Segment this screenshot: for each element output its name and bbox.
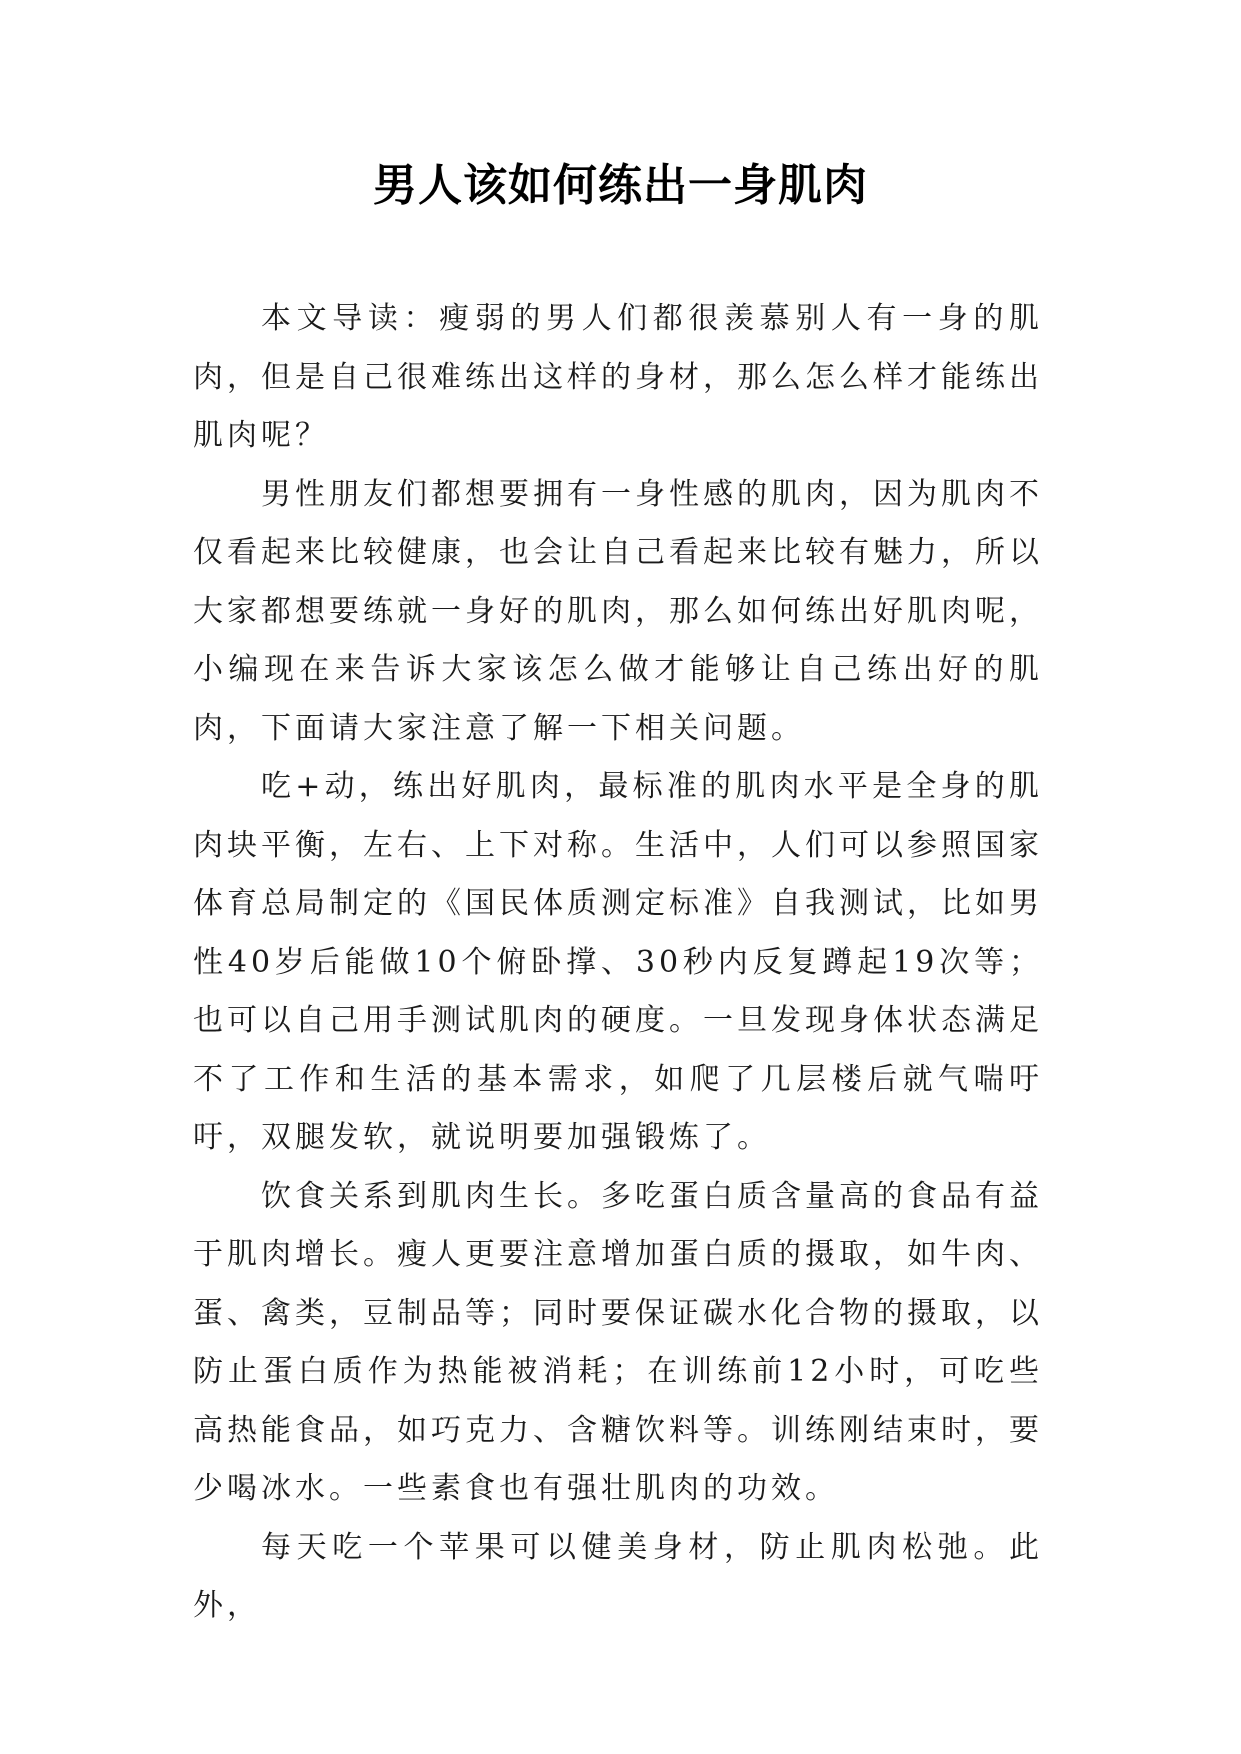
paragraph-5: 每天吃一个苹果可以健美身材，防止肌肉松弛。此外， [193,1529,1043,1623]
paragraph-2: 男性朋友们都想要拥有一身性感的肌肉，因为肌肉不仅看起来比较健康，也会让自己看起来比较有魅力，所以大家都想要练就一身好的肌肉，那么如何练出好肌肉呢，小编现在来告诉大家该怎么做才能够让自己练出好的肌肉，下面请大家注意了解一下相关问题。 [193,476,1043,746]
document-title: 男人该如何练出一身肌肉 [373,160,868,211]
paragraph-intro: 本文导读：瘦弱的男人们都很羡慕别人有一身的肌肉，但是自己很难练出这样的身材，那么怎么样才能练出肌肉呢？ [193,301,1043,453]
paragraph-4: 饮食关系到肌肉生长。多吃蛋白质含量高的食品有益于肌肉增长。瘦人更要注意增加蛋白质的摄取，如牛肉、蛋、禽类，豆制品等；同时要保证碳水化合物的摄取，以防止蛋白质作为热能被消耗；在训练前12小时，可吃些高热能食品，如巧克力、含糖饮料等。训练刚结束时，要少喝冰水。一些素食也有强壮肌肉的功效。 [193,1178,1043,1506]
paragraph-3: 吃+动，练出好肌肉，最标准的肌肉水平是全身的肌肉块平衡，左右、上下对称。生活中，人们可以参照国家体育总局制定的《国民体质测定标准》自我测试，比如男性40岁后能做10个俯卧撑、30秒内反复蹲起19次等；也可以自己用手测试肌肉的硬度。一旦发现身体状态满足不了工作和生活的基本需求，如爬了几层楼后就气喘吁吁，双腿发软，就说明要加强锻炼了。 [193,769,1043,1155]
document-body [193,290,1043,1636]
